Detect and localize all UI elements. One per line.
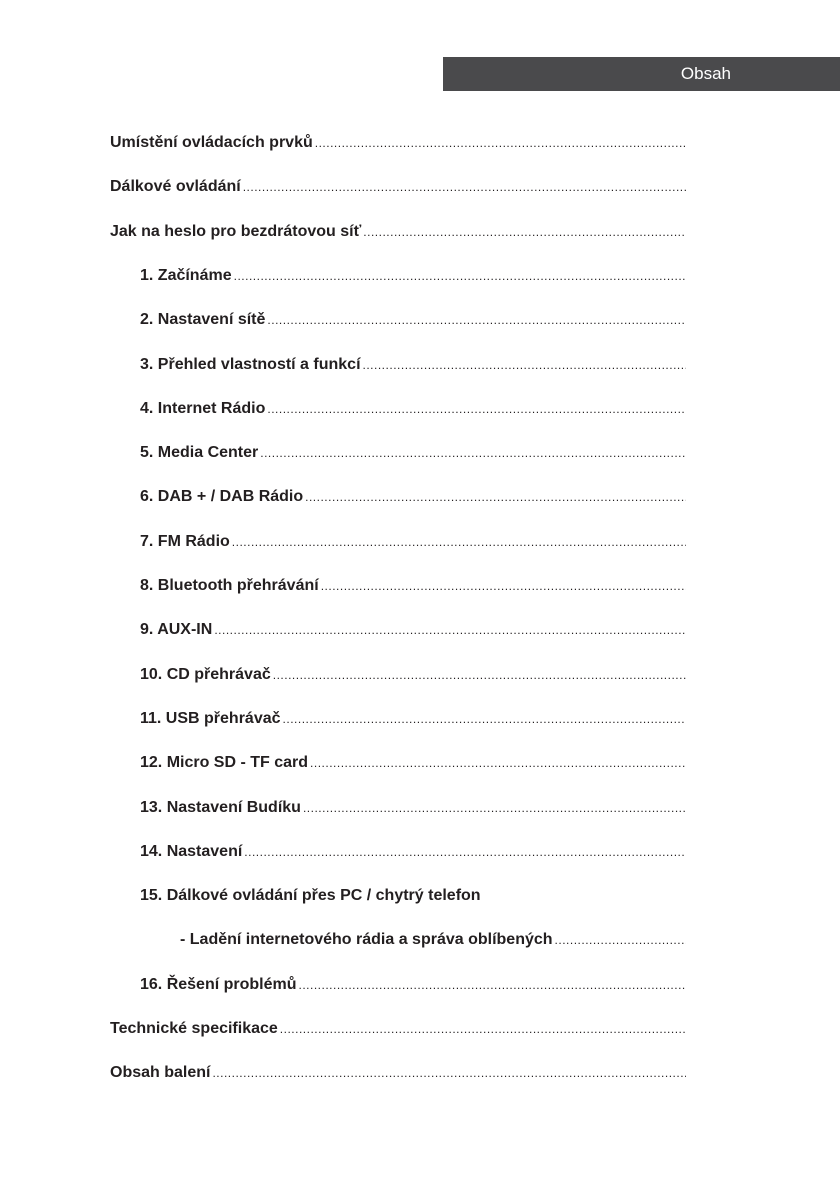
toc-entry[interactable] — [140, 974, 686, 996]
page-title: Obsah — [680, 64, 731, 83]
toc-entry-title: Jak na heslo pro bezdrátovou síť — [110, 223, 362, 240]
toc-dot-leader — [555, 929, 686, 951]
toc-entry-title: 8. Bluetooth přehrávání — [140, 577, 319, 594]
toc-entry[interactable] — [140, 354, 686, 376]
toc-dot-leader — [212, 1062, 686, 1084]
toc-entry[interactable] — [140, 841, 686, 863]
toc-dot-leader — [243, 176, 686, 198]
toc-entry-title: 2. Nastavení sítě — [140, 311, 266, 328]
toc-entry[interactable] — [110, 176, 686, 198]
toc-dot-leader — [273, 664, 686, 686]
toc-entry[interactable] — [140, 575, 686, 597]
toc-entry[interactable] — [110, 1018, 686, 1040]
toc-entry-title: 16. Řešení problémů — [140, 976, 297, 993]
toc-dot-leader — [280, 1018, 686, 1040]
toc-entry-title: 5. Media Center — [140, 444, 259, 461]
toc-entry[interactable] — [110, 1062, 686, 1084]
toc-entry-title: 6. DAB + / DAB Rádio — [140, 488, 304, 505]
toc-entry-title: 11. USB přehrávač — [140, 710, 281, 727]
toc-entry[interactable] — [140, 885, 686, 907]
toc-entry-title: Obsah balení — [110, 1064, 211, 1081]
toc-entry-title: Umístění ovládacích prvků — [110, 134, 313, 151]
toc-entry-title: 13. Nastavení Budíku — [140, 799, 301, 816]
toc-entry[interactable] — [140, 664, 686, 686]
toc-entry[interactable] — [180, 929, 686, 951]
toc-dot-leader — [363, 354, 686, 376]
toc-entry-title: 14. Nastavení — [140, 843, 243, 860]
toc-dot-leader — [363, 221, 686, 243]
toc-dot-leader — [267, 398, 686, 420]
toc-entry-title: 12. Micro SD - TF card — [140, 754, 309, 771]
toc-entry[interactable] — [140, 398, 686, 420]
toc-dot-leader — [321, 575, 686, 597]
toc-entry[interactable] — [140, 797, 686, 819]
toc-dot-leader — [232, 531, 686, 553]
toc-entry[interactable] — [110, 132, 686, 154]
toc-dot-leader — [299, 974, 687, 996]
toc-entry[interactable] — [140, 486, 686, 508]
toc-entry-title: 9. AUX-IN — [140, 621, 213, 638]
toc-dot-leader — [315, 132, 686, 154]
toc-entry[interactable] — [110, 221, 686, 243]
toc-entry-title: - Ladění internetového rádia a správa oblíbených — [180, 931, 553, 948]
toc-dot-leader — [244, 841, 686, 863]
toc-entry-title: 10. CD přehrávač — [140, 666, 271, 683]
toc-entry-title: 4. Internet Rádio — [140, 400, 266, 417]
toc-dot-leader — [305, 486, 686, 508]
toc-dot-leader — [303, 797, 686, 819]
toc-dot-leader — [234, 265, 686, 287]
toc-entry[interactable] — [140, 619, 686, 641]
toc-dot-leader — [283, 708, 686, 730]
toc-entry-title: 7. FM Rádio — [140, 533, 230, 550]
toc-entry-title: 1. Začínáme — [140, 267, 232, 284]
toc-dot-leader — [310, 752, 686, 774]
toc-entry[interactable] — [140, 531, 686, 553]
toc-dot-leader — [267, 309, 686, 331]
toc-entry[interactable] — [140, 442, 686, 464]
toc-entry-title: Dálkové ovládání — [110, 178, 241, 195]
toc-entry[interactable] — [140, 752, 686, 774]
toc-dot-leader — [260, 442, 686, 464]
toc-dot-leader — [214, 619, 686, 641]
toc-entry-title: 15. Dálkové ovládání přes PC / chytrý telefon — [140, 887, 481, 904]
toc-entry[interactable] — [140, 708, 686, 730]
toc-entry[interactable] — [140, 309, 686, 331]
toc-entry-title: 3. Přehled vlastností a funkcí — [140, 356, 361, 373]
toc-entry[interactable] — [140, 265, 686, 287]
toc-entry-title: Technické specifikace — [110, 1020, 278, 1037]
